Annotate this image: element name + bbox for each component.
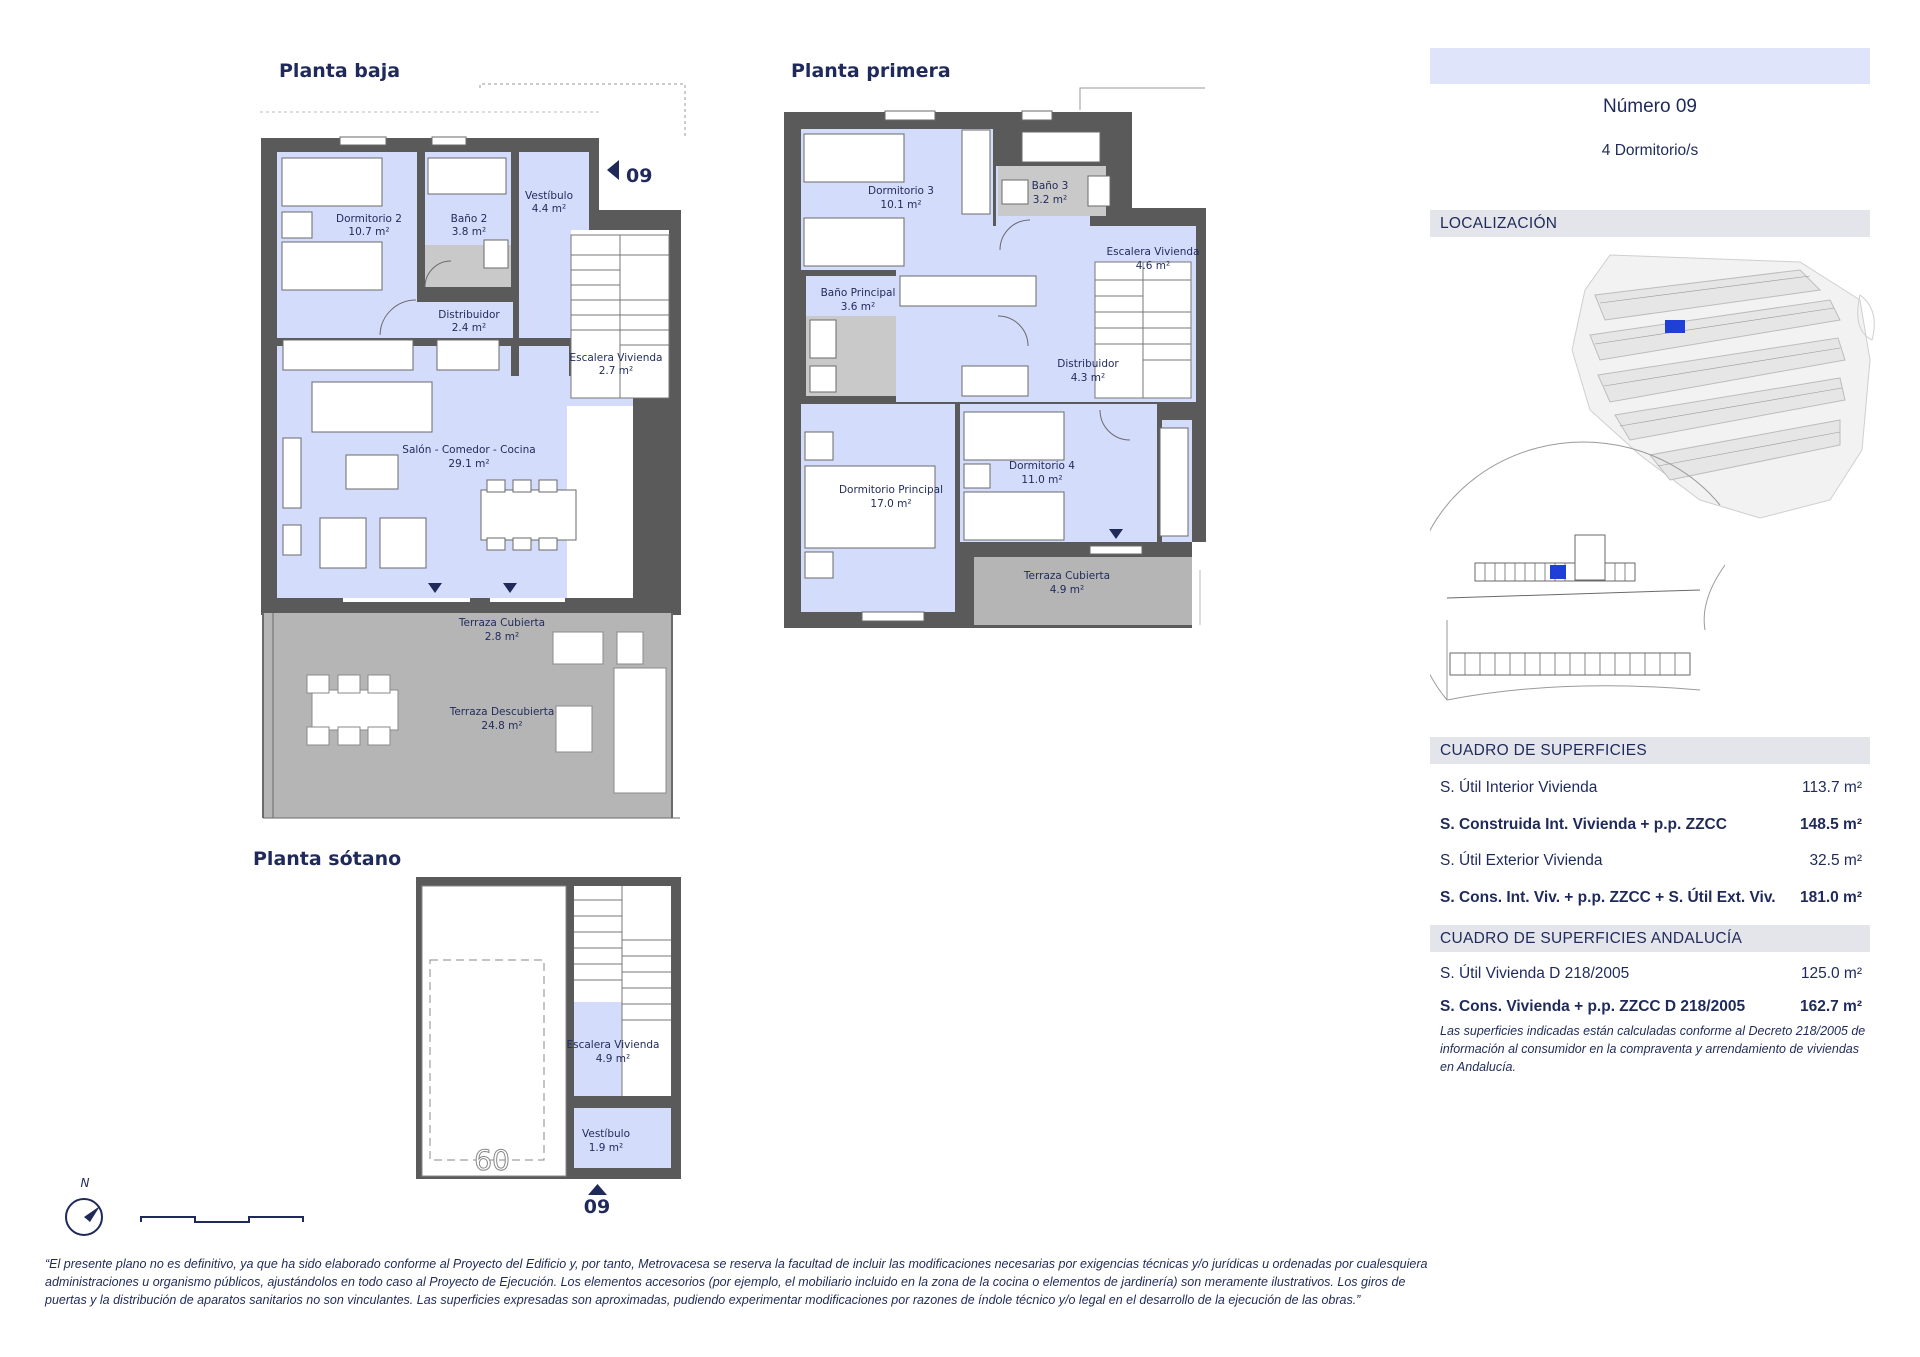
entrance-arrow-icon [588, 1184, 607, 1195]
room-area: 1.9 m² [588, 1142, 624, 1154]
surface-row [1440, 889, 1862, 907]
entrance-arrow-icon [607, 160, 619, 180]
unit-number-title: Número 09 [1603, 96, 1697, 117]
room-name: Baño Principal [820, 287, 896, 299]
compass-and-scale [55, 1172, 315, 1242]
room-area: 29.1 m² [448, 458, 490, 470]
surface-label: S. Útil Interior Vivienda [1440, 779, 1598, 796]
room-area: 10.7 m² [348, 226, 390, 238]
room-area: 10.1 m² [880, 199, 922, 211]
room-name: Vestíbulo [582, 1128, 630, 1140]
andalucia-row [1440, 965, 1862, 983]
room-name: Dormitorio Principal [838, 484, 944, 496]
room-name: Dormitorio 4 [1008, 460, 1076, 472]
ground-unit-number: 09 [626, 165, 653, 187]
room-area: 3.2 m² [1032, 194, 1068, 206]
bedrooms-count: 4 Dormitorio/s [1601, 142, 1699, 159]
surface-value: 148.5 m² [1799, 816, 1862, 833]
room-area: 17.0 m² [870, 498, 912, 510]
room-area: 2.4 m² [451, 322, 487, 334]
room-area: 24.8 m² [481, 720, 523, 732]
room-name: Dormitorio 2 [335, 213, 403, 225]
room-area: 3.8 m² [451, 226, 487, 238]
ground-floor-plan [250, 80, 690, 830]
room-area: 4.4 m² [531, 203, 567, 215]
room-name: Baño 2 [450, 213, 488, 225]
first-floor-title: Planta primera [791, 60, 951, 82]
parking-number: 09 [474, 1143, 510, 1176]
room-name: Salón - Comedor - Cocina [402, 444, 536, 456]
location-map [1430, 242, 1875, 707]
room-area: 4.3 m² [1070, 372, 1106, 384]
surface-value: 32.5 m² [1809, 852, 1862, 869]
room-name: Escalera Vivienda [566, 1039, 660, 1051]
room-name: Escalera Vivienda [569, 352, 663, 364]
surface-value: 181.0 m² [1799, 889, 1862, 906]
room-area: 4.6 m² [1135, 260, 1171, 272]
surface-value: 113.7 m² [1801, 779, 1862, 796]
room-area: 4.9 m² [1049, 584, 1085, 596]
first-floor-plan [780, 85, 1210, 635]
room-area: 11.0 m² [1021, 474, 1063, 486]
legal-disclaimer: “El presente plano no es definitivo, ya que ha sido elaborado conforme al Proyecto del Edificio y, por tanto, Metrovacesa se reserva la facultad de incluir las modificaciones necesarias por exigencias técnicas y/o jurídicas u ordenadas por cualesquiera administraciones u organismo públicos, ajustándolos en todo caso al Proyecto de Ejecución. Los elementos accesorios (por ejemplo, el mobiliario incluido en la zona de la cocina o elementos de jardinería) son meramente ilustrativos. Los giros de puertas y la distribución de aparatos sanitarios no son vinculantes. Las superficies expresadas son aproximadas, pudiendo experimentar modificaciones por razones de índole técnico y/o legal en el desarrollo de la ejecución de las obras.” [45, 1257, 1428, 1307]
location-header: LOCALIZACIÓN [1430, 210, 1870, 237]
andalucia-note: Las superficies indicadas están calculadas conforme al Decreto 218/2005 de información al consumidor en la compraventa y arrendamiento de viviendas en Andalucía. [1440, 1024, 1866, 1074]
basement-floor-title: Planta sótano [253, 848, 402, 870]
scale-bar [141, 1217, 303, 1222]
basement-floor-plan [410, 870, 690, 1215]
surface-value: 125.0 m² [1800, 965, 1862, 982]
room-name: Terraza Cubierta [458, 617, 546, 629]
andalucia-row [1440, 998, 1862, 1016]
surface-row [1440, 852, 1862, 870]
room-area: 2.7 m² [598, 365, 634, 377]
ground-floor-title: Planta baja [279, 60, 401, 82]
room-area: 2.8 m² [484, 631, 520, 643]
surface-label: S. Cons. Vivienda + p.p. ZZCC D 218/2005 [1440, 998, 1746, 1015]
room-name: Terraza Cubierta [1023, 570, 1111, 582]
surface-label: S. Útil Exterior Vivienda [1440, 852, 1603, 869]
basement-unit-number: 09 [583, 1196, 611, 1215]
surface-label: S. Construida Int. Vivienda + p.p. ZZCC [1440, 816, 1727, 833]
surfaces-header: CUADRO DE SUPERFICIES [1430, 737, 1870, 764]
surface-row [1440, 779, 1862, 797]
room-area: 3.6 m² [840, 301, 876, 313]
room-name: Escalera Vivienda [1106, 246, 1200, 258]
room-name: Distribuidor [1057, 358, 1119, 370]
compass-north-label: N [80, 1176, 90, 1190]
surface-row [1440, 816, 1862, 834]
surface-label: S. Útil Vivienda D 218/2005 [1440, 965, 1630, 982]
header-band [1430, 48, 1870, 84]
room-name: Dormitorio 3 [867, 185, 935, 197]
room-name: Distribuidor [438, 309, 500, 321]
room-area: 4.9 m² [595, 1053, 631, 1065]
surface-label: S. Cons. Int. Viv. + p.p. ZZCC + S. Útil Ext. Viv. [1440, 889, 1776, 906]
room-name: Vestíbulo [525, 190, 573, 202]
room-name: Baño 3 [1031, 180, 1069, 192]
room-name: Terraza Descubierta [449, 706, 555, 718]
highlighted-unit-marker [1665, 320, 1685, 333]
surface-value: 162.7 m² [1799, 998, 1862, 1015]
andalucia-header: CUADRO DE SUPERFICIES ANDALUCÍA [1430, 925, 1870, 952]
